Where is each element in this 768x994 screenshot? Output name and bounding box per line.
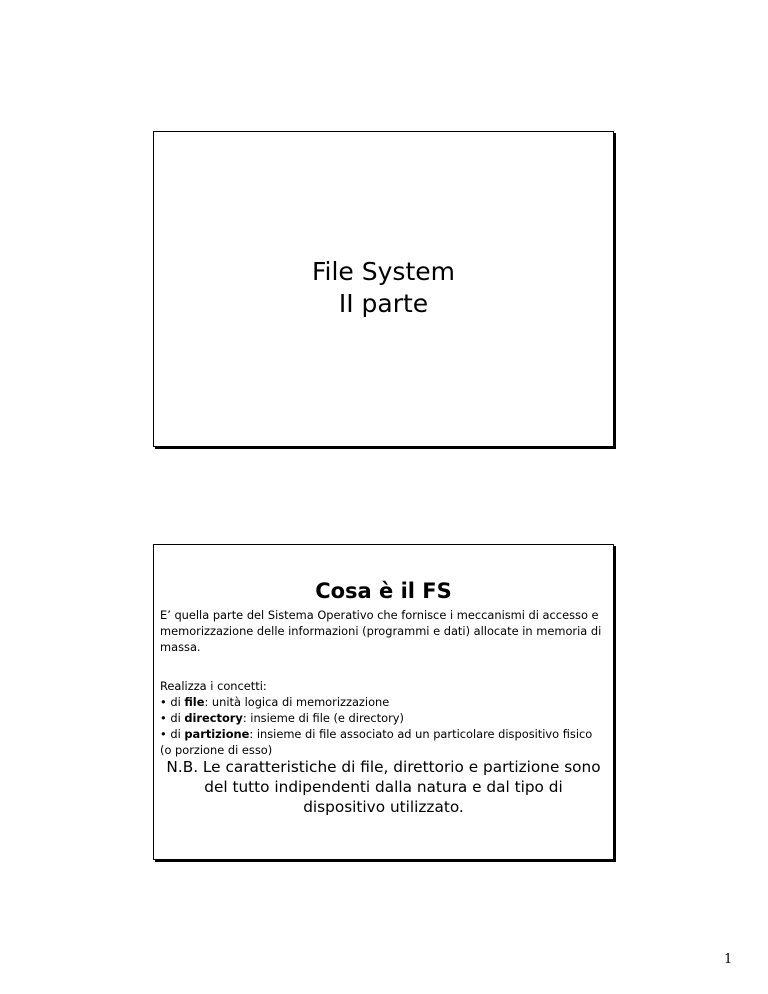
concepts-list — [160, 678, 607, 758]
slide-title — [153, 131, 614, 447]
concept-prefix: di — [166, 727, 185, 741]
note-paragraph: N.B. Le caratteristiche di file, direttorio e partizione sono del tutto indipendenti dalla natura e dal tipo di dispositivo utilizzato. — [166, 758, 601, 816]
bullet: • — [160, 711, 167, 725]
concept-term: file — [184, 695, 205, 709]
concept-desc: : insieme di file associato ad un particolare dispositivo fisico (o porzione di esso) — [160, 727, 593, 757]
concepts-heading: Realizza i concetti: — [160, 679, 267, 693]
title-line-2: II parte — [338, 289, 429, 318]
concept-item-partizione — [160, 726, 607, 758]
title-line-1: File System — [311, 257, 455, 286]
concept-desc: : insieme di file (e directory) — [242, 711, 404, 725]
concept-desc: : unità logica di memorizzazione — [204, 695, 390, 709]
bullet: • — [160, 695, 167, 709]
concept-item-file — [160, 694, 607, 710]
concept-prefix: di — [166, 695, 185, 709]
concept-prefix: di — [166, 711, 185, 725]
slide-cosa-e-il-fs — [153, 544, 614, 860]
bullet: • — [160, 727, 167, 741]
concept-term: directory — [184, 711, 243, 725]
page-number: 1 — [724, 952, 733, 967]
slide-heading: Cosa è il FS — [315, 579, 452, 603]
slide-title-heading — [154, 256, 613, 320]
concept-term: partizione — [184, 727, 250, 741]
concept-item-directory — [160, 710, 607, 726]
intro-paragraph: E’ quella parte del Sistema Operativo che fornisce i meccanismi di accesso e memorizzazione delle informazioni (programmi e dati) allocate in memoria di massa. — [160, 608, 602, 654]
